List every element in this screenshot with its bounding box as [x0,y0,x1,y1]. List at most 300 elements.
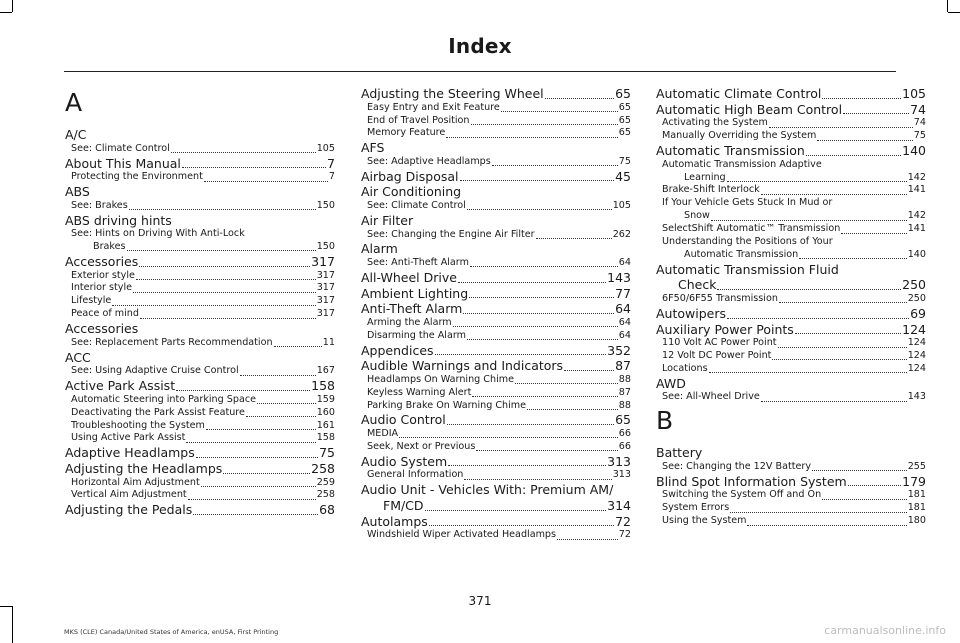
page-ref[interactable]: 141 [907,184,926,196]
entry-label: Auxiliary Power Points [656,321,794,337]
index-entry[interactable] [656,322,926,338]
index-subentry[interactable] [656,350,926,363]
page-ref[interactable]: 65 [615,86,631,101]
entry-label: Autolamps [361,513,428,529]
entry-label: End of Travel Position [367,114,470,126]
page-ref[interactable]: 317 [316,295,335,307]
entry-label: ABS driving hints [65,212,172,228]
index-subentry[interactable] [656,363,926,376]
index-subentry[interactable] [361,229,631,242]
page-ref[interactable]: 255 [907,460,926,472]
page-ref[interactable]: 87 [618,386,631,398]
page-ref[interactable]: 317 [311,253,335,269]
index-entry[interactable] [656,445,926,461]
page-ref[interactable]: 66 [618,440,631,452]
index-entry[interactable] [656,306,926,322]
index-subentry[interactable] [361,469,631,482]
entry-label: Adjusting the Pedals [65,502,193,518]
page-number: 371 [468,594,492,608]
index-subentry[interactable] [65,407,335,420]
index-column-1 [65,86,335,518]
index-subentry[interactable] [361,330,631,343]
index-entry[interactable] [361,412,631,428]
entry-label: About This Manual [65,155,181,171]
page-ref[interactable]: 87 [615,358,631,374]
index-subentry[interactable] [656,293,926,306]
entry-label: Brake-Shift Interlock [662,184,760,196]
page-ref[interactable]: 124 [907,337,926,349]
index-subentry[interactable] [65,143,335,156]
entry-label: Keyless Warning Alert [367,386,472,398]
entry-label: Alarm [361,241,398,257]
index-subentry[interactable] [65,337,335,350]
entry-label: See: Climate Control [71,142,170,154]
index-subentry[interactable] [65,282,335,295]
index-subentry[interactable] [361,200,631,213]
index-entry[interactable] [361,286,631,302]
page-title: Index [448,34,512,58]
entry-label: Arming the Alarm [367,316,452,328]
index-entry[interactable] [361,169,631,185]
page-ref[interactable]: 150 [316,241,335,252]
entry-label: Protecting the Environment [71,171,203,183]
leader-dots [140,318,316,319]
index-entry[interactable] [361,454,631,470]
index-entry[interactable] [656,262,926,293]
leader-dots [467,209,612,210]
leader-dots [453,326,618,327]
index-subentry[interactable] [656,159,926,185]
index-subentry[interactable] [656,184,926,197]
entry-label: Automatic Transmission Fluid [656,261,839,277]
entry-label: Automatic Transmission [656,143,805,158]
entry-label: Audio Unit - Vehicles With: Premium AM/ [361,482,614,498]
page-ref[interactable]: 158 [311,378,335,394]
crop-mark [947,0,948,12]
index-entry[interactable] [361,301,631,317]
entry-label: See: Changing the 12V Battery [662,460,812,472]
index-subentry[interactable] [65,394,335,407]
entry-label: Headlamps On Warning Chime [367,373,514,385]
page-ref[interactable]: 140 [907,248,926,260]
page-ref[interactable]: 161 [316,419,335,431]
page-ref[interactable]: 258 [316,489,335,501]
index-subentry[interactable] [656,489,926,502]
entry-label: Exterior style [71,269,135,281]
leader-dots [709,372,907,373]
entry-label: Battery [656,445,703,461]
index-subentry[interactable] [65,432,335,445]
entry-label: Peace of mind [71,308,139,320]
entry-label: 12 Volt DC Power Point [662,350,772,362]
entry-label: Air Filter [361,212,414,228]
entry-label: Airbag Disposal [361,168,459,184]
index-subentry[interactable] [361,102,631,115]
index-subentry[interactable] [656,461,926,474]
page-ref[interactable]: 65 [618,114,631,126]
page-ref[interactable]: 140 [902,143,926,158]
entry-label: Snow [684,210,710,222]
page-ref[interactable]: 124 [907,350,926,362]
page-ref[interactable]: 317 [316,282,335,294]
page-ref[interactable]: 258 [311,460,335,476]
index-subentry[interactable] [65,228,335,254]
entry-label: Disarming the Alarm [367,329,466,341]
index-subentry[interactable] [65,200,335,213]
index-subentry[interactable] [361,441,631,454]
leader-dots [448,465,606,466]
leader-dots [204,181,328,182]
index-subentry[interactable] [656,502,926,515]
page-ref[interactable]: 124 [902,321,926,337]
leader-dots [136,279,316,280]
entry-label: Automatic Steering into Parking Space [71,393,257,405]
index-subentry[interactable] [361,387,631,400]
index-subentry[interactable] [65,171,335,184]
page-ref[interactable]: 352 [607,342,631,358]
entry-label: See: Climate Control [367,200,466,211]
entry-label: Blind Spot Information System [656,473,847,489]
entry-label: 110 Volt AC Power Point [662,337,777,349]
page-ref[interactable]: 143 [607,269,631,285]
entry-label: Anti-Theft Alarm [361,301,463,317]
leader-dots [129,209,316,210]
entry-label: Locations [662,362,708,374]
index-subentry[interactable] [65,489,335,502]
page-ref[interactable]: 11 [322,336,335,348]
index-entry[interactable] [65,350,335,366]
page-ref[interactable]: 150 [316,199,335,211]
crop-mark [948,12,960,13]
page-ref[interactable]: 181 [907,502,926,514]
leader-dots [730,512,906,513]
entry-label: See: Adaptive Headlamps [367,155,491,167]
index-entry[interactable] [65,156,335,172]
entry-label: Automatic Transmission Adaptive [662,158,822,170]
entry-label: Brakes [93,241,126,252]
index-subentry[interactable] [656,117,926,130]
leader-dots [196,457,318,458]
index-subentry[interactable] [65,295,335,308]
page-ref[interactable]: 72 [615,513,631,529]
entry-label: See: Brakes [71,199,128,211]
entry-label: Active Park Assist [65,378,176,394]
entry-label: Adjusting the Steering Wheel [361,86,544,101]
entry-continuation [662,249,926,262]
index-subentry[interactable] [361,127,631,140]
page-ref[interactable]: 141 [907,223,926,235]
index-entry[interactable] [361,270,631,286]
page-ref[interactable]: 180 [907,515,926,527]
leader-dots [186,442,315,443]
leader-dots [257,403,316,404]
leader-dots [246,416,316,417]
leader-dots [447,424,614,425]
entry-label: See: Using Adaptive Cruise Control [71,365,239,377]
entry-label: AWD [656,375,686,391]
index-subentry[interactable] [361,529,631,542]
page-ref[interactable]: 64 [618,316,631,328]
page-ref[interactable]: 7 [328,171,335,183]
entry-label: A/C [65,127,87,142]
leader-dots [717,289,901,290]
leader-dots [761,194,907,195]
index-subentry[interactable] [65,308,335,321]
page-ref[interactable]: 65 [618,127,631,139]
index-entry[interactable] [361,358,631,374]
leader-dots [193,514,318,515]
index-entry[interactable] [65,254,335,270]
page-ref[interactable]: 262 [612,228,631,240]
entry-label: See: Anti-Theft Alarm [367,257,469,268]
leader-dots [425,510,607,511]
entry-label: Adaptive Headlamps [65,445,195,461]
index-entry[interactable] [65,461,335,477]
page-ref[interactable]: 72 [618,529,631,541]
page-ref[interactable]: 77 [615,285,631,301]
entry-label: Troubleshooting the System [71,419,205,431]
entry-label: Lifestyle [71,295,112,307]
entry-label: Using the System [662,515,747,527]
index-entry[interactable] [65,213,335,229]
index-entry[interactable] [361,213,631,229]
index-subentry[interactable] [656,515,926,528]
index-entry[interactable] [65,321,335,337]
leader-dots [545,98,614,99]
leader-dots [806,155,901,156]
entry-label: ABS [65,184,90,199]
entry-label: Easy Entry and Exit Feature [367,101,500,113]
entry-label: Check [678,277,717,293]
index-subentry[interactable] [361,374,631,387]
page-ref[interactable]: 313 [612,469,631,481]
page-ref[interactable]: 65 [615,412,631,428]
entry-label: Activating the System [662,117,768,129]
leader-dots [727,181,907,182]
page-ref[interactable]: 66 [618,428,631,439]
leader-dots [812,470,907,471]
leader-dots [460,180,615,181]
leader-dots [769,127,913,128]
entry-label: Manually Overriding the System [662,130,817,142]
entry-continuation [656,277,926,293]
entry-label: General Information [367,469,464,481]
index-subentry[interactable] [656,197,926,223]
leader-dots [848,485,901,486]
leader-dots [747,525,906,526]
page-ref[interactable]: 74 [910,101,926,117]
index-subentry[interactable] [656,130,926,143]
entry-label: Audible Warnings and Indicators [361,358,564,374]
leader-dots [527,409,618,410]
entry-label: Windshield Wiper Activated Headlamps [367,529,557,541]
leader-dots [564,370,614,371]
leader-dots [182,167,326,168]
index-entry[interactable] [361,482,631,513]
entry-label: Accessories [65,253,139,269]
entry-label: See: Hints on Driving With Anti-Lock [71,228,245,240]
entry-label: Automatic High Beam Control [656,101,843,117]
entry-label: See: Replacement Parts Recommendation [71,336,273,348]
entry-label: Ambient Lighting [361,285,469,301]
watermark: carmanualsonline.info [824,624,946,637]
index-subentry[interactable] [656,223,926,236]
leader-dots [139,266,310,267]
page-ref[interactable]: 167 [316,365,335,377]
page-ref[interactable]: 313 [607,453,631,469]
page-ref[interactable]: 88 [618,373,631,385]
page-ref[interactable]: 143 [907,391,926,403]
index-subentry[interactable] [361,400,631,413]
page-ref[interactable]: 105 [612,200,631,211]
index-entry[interactable] [65,445,335,461]
entry-label: Understanding the Positions of Your [662,236,833,248]
page-ref[interactable]: 75 [618,155,631,167]
index-entry[interactable] [656,86,926,102]
leader-dots [778,347,907,348]
page-ref[interactable]: 142 [907,210,926,222]
footer-text: MKS (CLE) Canada/United States of America, enUSA, First Printing [64,628,279,636]
section-letter: A [65,88,83,117]
leader-dots [799,258,906,259]
entry-label: If Your Vehicle Gets Stuck In Mud or [662,197,833,209]
page-ref[interactable]: 250 [902,277,926,293]
index-entry[interactable] [656,102,926,118]
page-ref[interactable]: 65 [618,101,631,113]
entry-label: Automatic Transmission [684,248,799,260]
page-ref[interactable]: 314 [607,497,631,513]
index-entry[interactable] [361,140,631,156]
leader-dots [223,473,310,474]
leader-dots [435,354,607,355]
page-ref[interactable]: 142 [907,171,926,183]
entry-label: Autowipers [656,305,726,321]
leader-dots [471,124,618,125]
index-subentry[interactable] [65,420,335,433]
page-ref[interactable]: 45 [615,168,631,184]
entry-continuation [662,172,926,185]
page-ref[interactable]: 317 [316,308,335,320]
index-entry[interactable] [65,184,335,200]
page-ref[interactable]: 64 [618,329,631,341]
index-entry[interactable] [65,502,335,518]
page-ref[interactable]: 88 [618,399,631,411]
page-ref[interactable]: 124 [907,362,926,374]
page-ref[interactable]: 259 [316,476,335,488]
leader-dots [822,98,901,99]
leader-dots [779,302,907,303]
leader-dots [501,111,618,112]
leader-dots [274,346,322,347]
index-subentry[interactable] [656,337,926,350]
index-subentry[interactable] [656,391,926,404]
entry-continuation [662,210,926,223]
entry-label: Deactivating the Park Assist Feature [71,406,245,418]
leader-dots [795,333,901,334]
page-ref[interactable]: 250 [907,293,926,305]
index-subentry[interactable] [656,236,926,262]
index-column-3 [656,86,926,528]
leader-dots [772,359,906,360]
leader-dots [492,165,618,166]
page-ref[interactable]: 179 [902,473,926,489]
index-subentry[interactable] [361,115,631,128]
entry-continuation [361,498,631,514]
leader-dots [463,313,614,314]
leader-dots [133,292,316,293]
crop-mark [12,0,13,12]
index-entry[interactable] [361,343,631,359]
index-entry[interactable] [65,127,335,143]
page-ref[interactable]: 181 [907,489,926,501]
entry-label: FM/CD [383,497,424,513]
leader-dots [206,429,316,430]
index-entry[interactable] [361,86,631,102]
page-ref[interactable]: 75 [319,445,335,461]
page-ref[interactable]: 74 [913,117,926,129]
page-ref[interactable]: 68 [319,502,335,518]
index-entry[interactable] [361,241,631,257]
entry-label: Seek, Next or Previous [367,440,476,452]
leader-dots [458,282,606,283]
index-subentry[interactable] [361,257,631,270]
entry-label: Adjusting the Headlamps [65,460,223,476]
page-ref[interactable]: 75 [913,130,926,142]
leader-dots [711,220,907,221]
index-entry[interactable] [656,143,926,159]
page-ref[interactable]: 7 [327,155,335,171]
index-subentry[interactable] [361,156,631,169]
page-ref[interactable]: 69 [910,305,926,321]
page-ref[interactable]: 105 [316,142,335,154]
page-ref[interactable]: 159 [316,393,335,405]
page-ref[interactable]: 64 [618,257,631,268]
page-ref[interactable]: 158 [316,432,335,444]
header-divider [64,71,896,72]
page-ref[interactable]: 160 [316,406,335,418]
leader-dots [469,297,614,298]
leader-dots [476,450,617,451]
entry-label: Memory Feature [367,127,446,139]
leader-dots [446,137,617,138]
index-subentry[interactable] [361,428,631,441]
crop-mark [12,606,13,643]
entry-label: AFS [361,140,385,156]
leader-dots [127,250,316,251]
index-entry[interactable] [65,378,335,394]
page-ref[interactable]: 105 [902,86,926,101]
index-entry[interactable] [656,376,926,392]
entry-label: Vertical Aim Adjustment [71,489,187,501]
index-entry[interactable] [361,514,631,530]
index-entry[interactable] [361,184,631,200]
leader-dots [841,233,906,234]
entry-label: MEDIA [367,428,399,439]
entry-label: Appendices [361,342,434,358]
entry-label: Accessories [65,321,139,337]
index-entry[interactable] [656,474,926,490]
entry-label: Parking Brake On Warning Chime [367,399,527,411]
index-subentry[interactable] [361,317,631,330]
leader-dots [822,499,907,500]
leader-dots [112,305,315,306]
leader-dots [188,499,316,500]
index-subentry[interactable] [65,270,335,283]
index-subentry[interactable] [65,477,335,490]
page-ref[interactable]: 317 [316,269,335,281]
index-subentry[interactable] [65,365,335,378]
page-ref[interactable]: 64 [615,301,631,317]
